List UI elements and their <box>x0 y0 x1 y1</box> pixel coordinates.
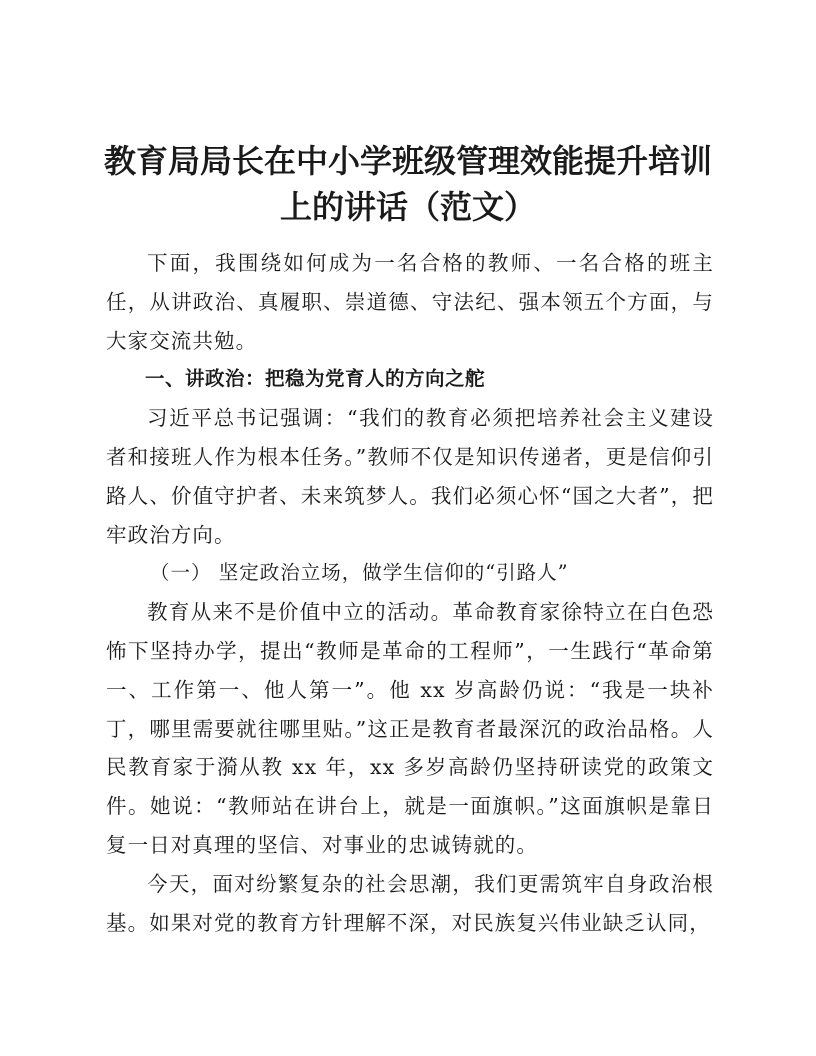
section-heading-1: 一、讲政治：把稳为党育人的方向之舵 <box>145 367 486 391</box>
document-body <box>106 244 714 942</box>
document-title: 教育局局长在中小学班级管理效能提升培训上的讲话（范文） <box>103 142 712 226</box>
intro-paragraph: 下面，我围绕如何成为一名合格的教师、一名合格的班主任，从讲政治、真履职、崇道德、守法纪、强本领五个方面，与大家交流共勉。 <box>106 251 714 353</box>
subsection-1-paragraph-1: 教育从来不是价值中立的活动。革命教育家徐特立在白色恐怖下坚持办学，提出“教师是革命的工程师”，一生践行“革命第一、工作第一、他人第一”。他 xx 岁高龄仍说：“我是一块补丁，哪里需要就往哪里贴。”这正是教育者最深沉的政治品格。人民教育家于漪从教 xx 年，xx 多岁高龄仍坚持研读党的政策文件。她说：“教师站在讲台上，就是一面旗帜。”这面旗帜是靠日复一日对真理的坚信、对事业的忠诚铸就的。 <box>106 600 714 857</box>
subsection-heading-1: （一） 坚定政治立场，做学生信仰的“引路人” <box>150 561 569 585</box>
section-1-paragraph: 习近平总书记强调：“我们的教育必须把培养社会主义建设者和接班人作为根本任务。”教师不仅是知识传递者，更是信仰引路人、价值守护者、未来筑梦人。我们必须心怀“国之大者”，把牢政治方向。 <box>106 406 714 547</box>
subsection-1-paragraph-2: 今天，面对纷繁复杂的社会思潮，我们更需筑牢自身政治根基。如果对党的教育方针理解不深，对民族复兴伟业缺乏认同， <box>106 871 714 935</box>
